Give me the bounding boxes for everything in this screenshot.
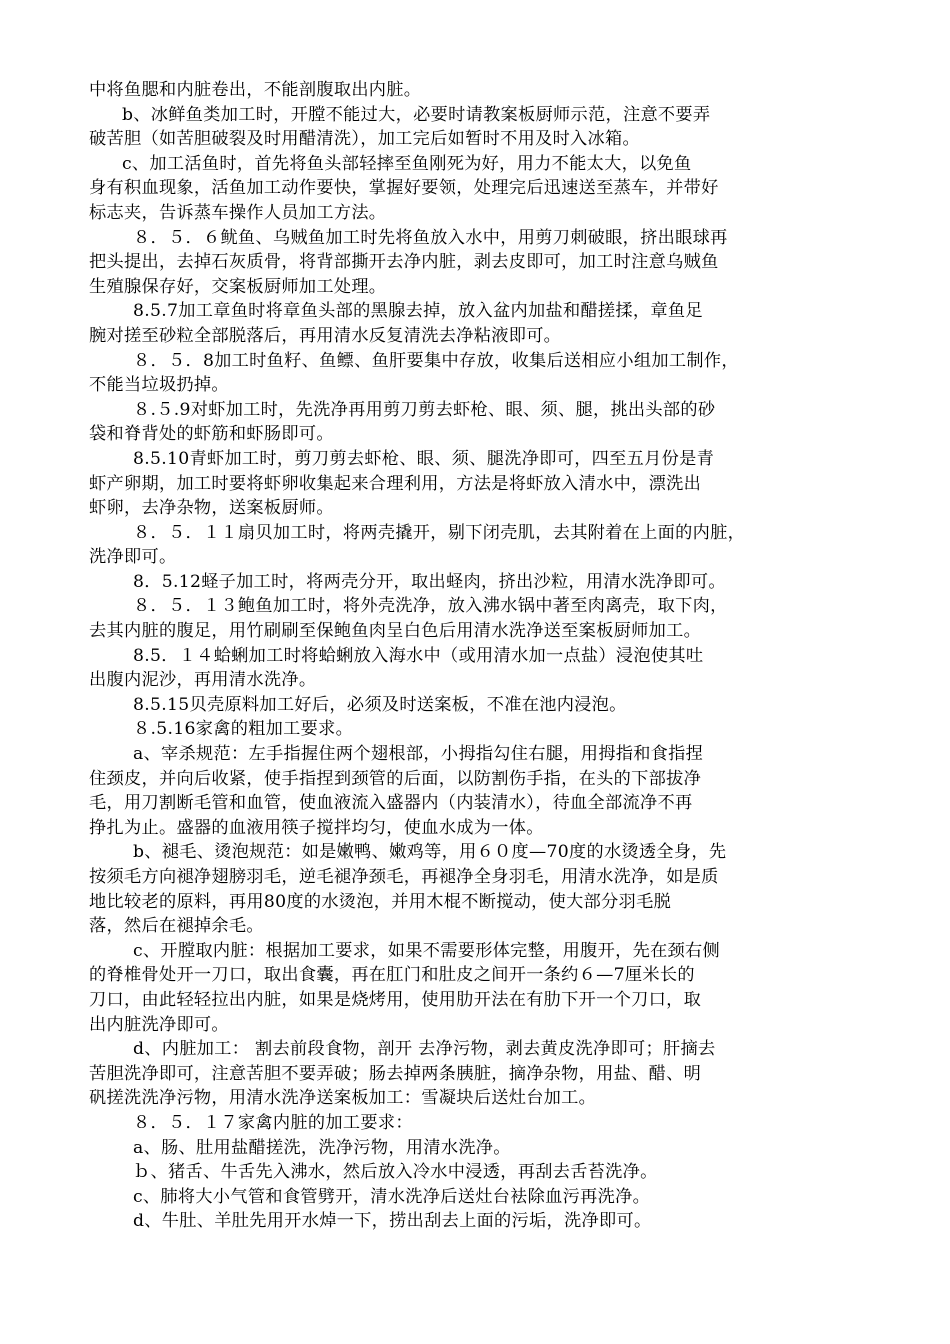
- text-line: 生殖腺保存好，交案板厨师加工处理。: [89, 276, 387, 297]
- text-line: 去其内脏的腹足，用竹刷刷至保鲍鱼肉呈白色后用清水洗净送至案板厨师加工。: [89, 621, 702, 642]
- text-line: 矾搓洗洗净污物，用清水洗净送案板加工：雪凝块后送灶台加工。: [89, 1088, 597, 1109]
- text-line: 出内脏洗净即可。: [89, 1014, 229, 1035]
- text-line: ｂ、猪舌、牛舌先入沸水，然后放入冷水中浸透，再刮去舌苔洗净。: [133, 1162, 658, 1183]
- text-line: 落，然后在褪掉余毛。: [89, 916, 264, 937]
- text-line: 中将鱼腮和内脏卷出，不能剖腹取出内脏。: [89, 80, 422, 100]
- text-line: ８.5.16家禽的粗加工要求。: [133, 719, 354, 740]
- text-line: 毛，用刀割断毛管和血管，使血液流入盛器内（内装清水），待血全部流净不再: [89, 793, 693, 814]
- text-line: ８．５．8加工时鱼籽、鱼鳔、鱼肝要集中存放，收集后送相应小组加工制作，: [133, 350, 739, 371]
- text-line: 8.5.15贝壳原料加工好后，必须及时送案板，不准在池内浸泡。: [133, 694, 627, 715]
- text-line: ８.５.9对虾加工时，先洗净再用剪刀剪去虾枪、眼、须、腿，挑出头部的砂: [133, 399, 716, 420]
- text-line: d、内脏加工： 割去前段食物，剖开 去净污物，剥去黄皮洗净即可；肝摘去: [133, 1039, 716, 1060]
- text-line: 住颈皮，并向后收紧，使手指捏到颈管的后面，以防割伤手指，在头的下部拔净: [89, 768, 702, 789]
- text-line: ８．５．１１扇贝加工时，将两壳撬开，剔下闭壳肌，去其附着在上面的内脏，: [133, 522, 746, 543]
- text-line: 标志夹，告诉蒸车操作人员加工方法。: [89, 202, 387, 223]
- text-line: 的脊椎骨处开一刀口，取出食囊，再在肛门和肚皮之间开一条约６—7厘米长的: [89, 965, 695, 986]
- text-line: 身有积血现象，活鱼加工动作要快，掌握好要领，处理完后迅速送至蒸车，并带好: [89, 178, 719, 199]
- text-line: ８．５．１７家禽内脏的加工要求：: [133, 1112, 413, 1133]
- text-line: ８．５．１３鲍鱼加工时，将外壳洗净，放入沸水锅中著至肉离壳，取下肉，: [133, 596, 728, 617]
- text-line: 按须毛方向褪净翅膀羽毛，逆毛褪净颈毛，再褪净全身羽毛，用清水洗净，如是质: [89, 867, 719, 887]
- text-line: a、肠、肚用盐醋搓洗，洗净污物，用清水洗净。: [133, 1137, 511, 1158]
- text-line: 刀口，由此轻轻拉出内脏，如果是烧烤用，使用肋开法在有肋下开一个刀口，取: [89, 989, 702, 1010]
- text-line: 8.5．１４蛤蜊加工时将蛤蜊放入海水中（或用清水加一点盐）浸泡使其吐: [133, 645, 704, 666]
- text-line: 8.5.7加工章鱼时将章鱼头部的黑腺去掉，放入盆内加盐和醋搓揉，章鱼足: [133, 301, 703, 322]
- text-line: c、开膛取内脏：根据加工要求，如果不需要形体完整，用腹开，先在颈右侧: [133, 940, 721, 961]
- text-line: c、加工活鱼时，首先将鱼头部轻摔至鱼刚死为好，用力不能太大，以免鱼: [122, 153, 692, 174]
- text-line: c、肺将大小气管和食管劈开，清水洗净后送灶台袪除血污再洗净。: [133, 1186, 651, 1207]
- text-line: 袋和脊背处的虾筋和虾肠即可。: [89, 424, 334, 445]
- text-line: 8．5.12蛏子加工时，将两壳分开，取出蛏肉，挤出沙粒，用清水洗净即可。: [133, 571, 726, 592]
- text-line: 苦胆洗净即可，注意苦胆不要弄破；肠去掉两条胰脏，摘净杂物，用盐、醋、明: [89, 1063, 702, 1084]
- text-line: a、宰杀规范：左手指握住两个翅根部，小拇指勾住右腿，用拇指和食指捏: [133, 744, 704, 765]
- text-line: 破苦胆（如苦胆破裂及时用醋清洗），加工完后如暂时不用及时入冰箱。: [89, 129, 641, 150]
- text-line: 出腹内泥沙，再用清水洗净。: [89, 670, 317, 691]
- text-line: 腕对搓至砂粒全部脱落后，再用清水反复清洗去净粘液即可。: [89, 325, 562, 346]
- text-line: 洗净即可。: [89, 547, 177, 568]
- text-line: 虾产卵期，加工时要将虾卵收集起来合理利用，方法是将虾放入清水中，漂洗出: [89, 473, 702, 494]
- text-line: b、褪毛、烫泡规范：如是嫩鸭、嫩鸡等，用６０度—70度的水烫透全身，先: [133, 842, 727, 863]
- text-line: ８．５．６鱿鱼、乌贼鱼加工时先将鱼放入水中，用剪刀刺破眼，挤出眼球再: [133, 227, 728, 248]
- text-line: b、冰鲜鱼类加工时，开膛不能过大，必要时请教案板厨师示范，注意不要弄: [122, 104, 711, 125]
- text-line: 地比较老的原料，再用80度的水烫泡，并用木棍不断搅动，使大部分羽毛脱: [89, 891, 672, 912]
- text-line: 8.5.10青虾加工时，剪刀剪去虾枪、眼、须、腿洗净即可，四至五月份是青: [133, 448, 715, 469]
- text-line: 虾卵，去净杂物，送案板厨师。: [89, 498, 334, 519]
- text-line: 挣扎为止。盛器的血液用筷子搅拌均匀，使血水成为一体。: [89, 817, 544, 838]
- text-line: d、牛肚、羊肚先用开水焯一下，捞出刮去上面的污垢，洗净即可。: [133, 1211, 652, 1232]
- text-line: 把头提出，去掉石灰质骨，将背部撕开去净内脏，剥去皮即可，加工时注意乌贼鱼: [89, 252, 719, 273]
- text-line: 不能当垃圾扔掉。: [89, 375, 229, 396]
